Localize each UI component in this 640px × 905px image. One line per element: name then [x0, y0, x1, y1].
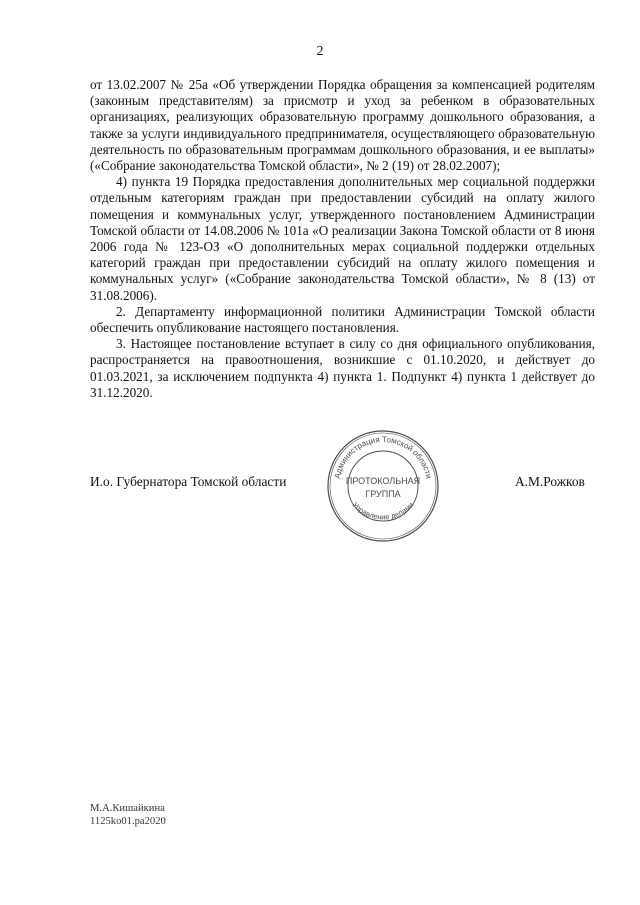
stamp-center-line2: ГРУППА [365, 489, 401, 499]
signatory-name: А.М.Рожков [515, 474, 585, 489]
signatory-position: И.о. Губернатора Томской области [90, 474, 287, 489]
page-number: 2 [316, 44, 324, 59]
file-code: 1125ko01.pa2020 [90, 816, 166, 827]
stamp-center-line1: ПРОТОКОЛЬНАЯ [345, 476, 421, 486]
paragraph-item-2: 2. Департаменту информационной политики Администрации Томской области обеспечить опубликование настоящего постановления. [90, 303, 595, 336]
document-body [90, 77, 595, 401]
svg-text:Управление делами [351, 500, 416, 521]
seal-stamp [325, 428, 441, 544]
footer [90, 802, 166, 828]
paragraph-item-4: 4) пункта 19 Порядка предоставления дополнительных мер социальной поддержки отдельным категориям граждан при предоставлении субсидий на оплату жилого помещения и коммунальных услуг, утвержденного постановлением Администрации Томской области от 14.08.2006 № 101а «О реализации Закона Томской области от 8 июня 2006 года № 123-ОЗ «О дополнительных мерах социальной поддержки отдельных категорий граждан при предоставлении субсидий на оплату жилого помещения и коммунальных услуг» («Собрание законодательства Томской области», № 8 (13) от 31.08.2006). [90, 174, 595, 303]
paragraph-item-3: 3. Настоящее постановление вступает в силу со дня официального опубликования, распространяется на правоотношения, возникшие с 01.10.2020, и действует до 01.03.2021, за исключением подпункта 4) пункта 1. Подпункт 4) пункта 1 действует до 31.12.2020. [90, 336, 595, 400]
stamp-outer-text: Администрация Томской области [332, 434, 434, 480]
paragraph-continuation: от 13.02.2007 № 25а «Об утверждении Порядка обращения за компенсацией родителям (законным представителям) за присмотр и уход за ребенком в образовательных организациях, реализующих образовательную программу дошкольного образования, а также за услуги индивидуального предпринимателя, осуществляющего образовательную деятельность по образовательным программам дошкольного образования, и ее выплаты» («Собрание законодательства Томской области», № 2 (19) от 28.02.2007); [90, 77, 595, 174]
author-name: М.А.Кишайкина [90, 803, 165, 814]
stamp-bottom-text: Управление делами [350, 500, 416, 522]
svg-text:Администрация Томской области [333, 435, 434, 480]
